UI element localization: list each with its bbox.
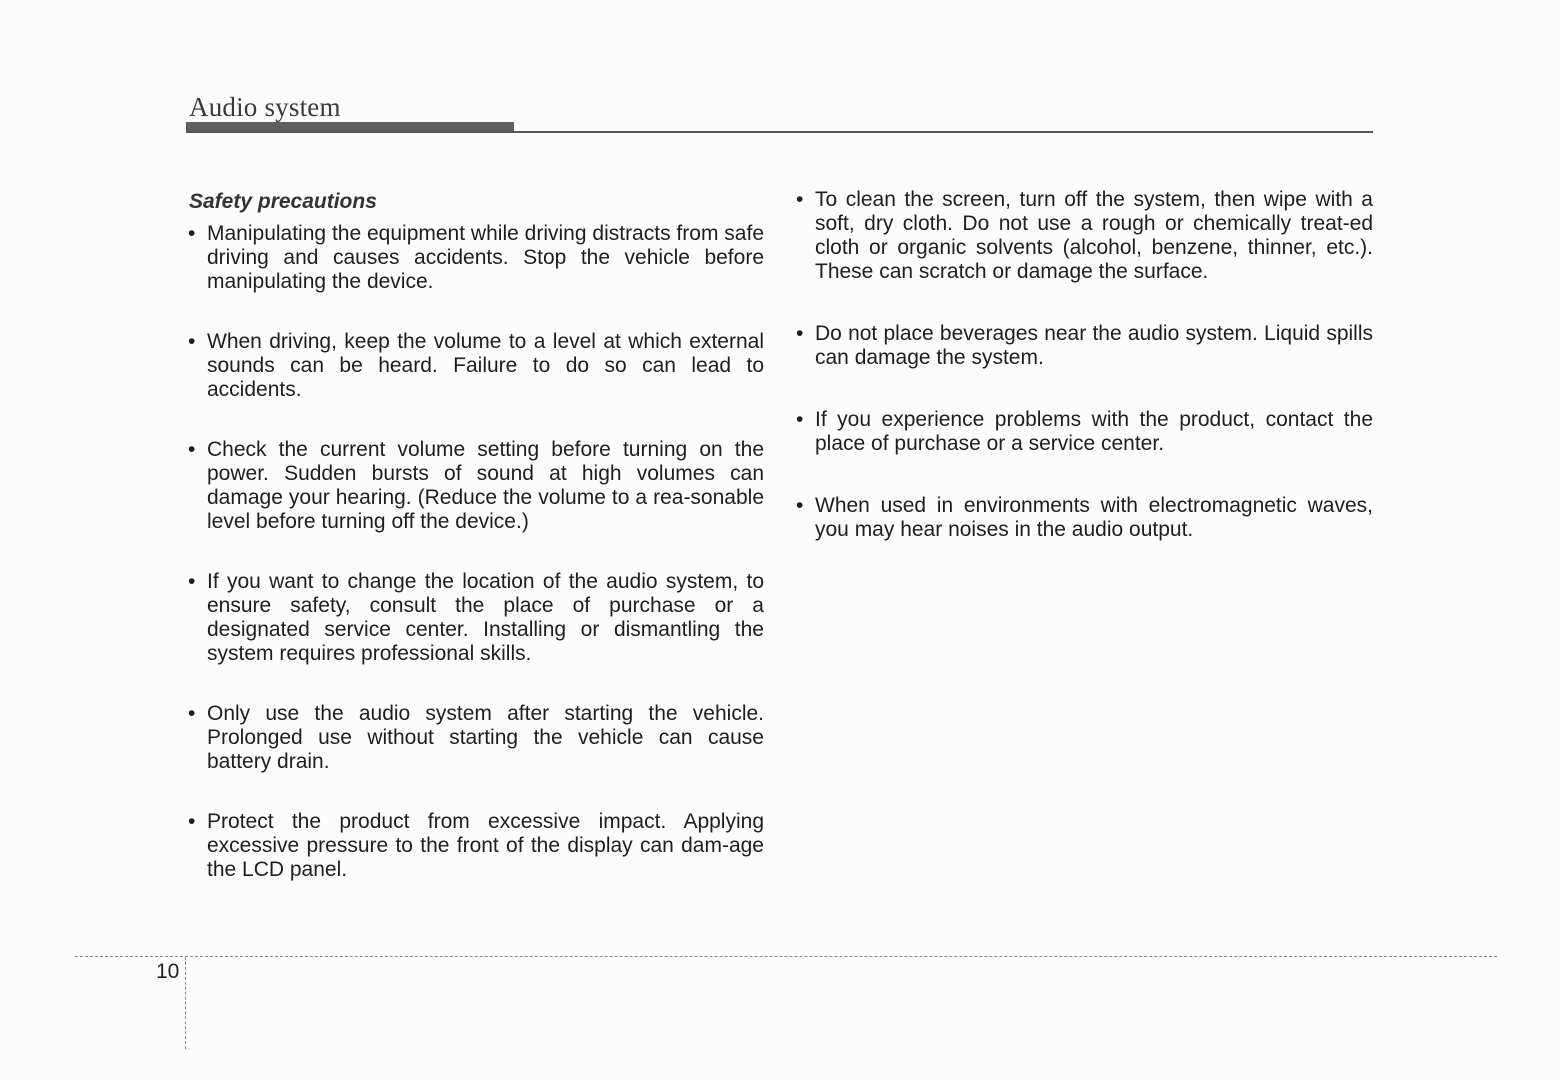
bullet-dot: • [188, 222, 196, 245]
bullet-dot: • [188, 570, 196, 593]
header-rule [186, 131, 1373, 133]
bullet-dot: • [188, 438, 196, 461]
bullet-text: Check the current volume setting before turning on the power. Sudden bursts of sound at high volumes can damage your hearing. (Reduce the volume to a rea-sonable level before turning off the device.) [207, 438, 764, 533]
bullet-dot: • [188, 702, 196, 725]
right-column [796, 188, 1373, 580]
bullet-text: Only use the audio system after starting the vehicle. Prolonged use without starting the vehicle can cause battery drain. [207, 702, 764, 773]
bullet-text: To clean the screen, turn off the system, then wipe with a soft, dry cloth. Do not use a rough or chemically treat-ed cloth or organic solvents (alcohol, benzene, thinner, etc.). These can scratch or damage the surface. [815, 188, 1373, 283]
page-header-title: Audio system [189, 92, 341, 122]
bullet-dot: • [188, 330, 196, 353]
footer-divider [75, 956, 1497, 957]
bullet-dot: • [796, 188, 804, 211]
footer-margin-line [185, 957, 186, 1049]
bullet-dot: • [796, 408, 804, 431]
bullet-text: Protect the product from excessive impact. Applying excessive pressure to the front of the display can dam-age the LCD panel. [207, 810, 764, 881]
bullet-item [796, 188, 1373, 284]
bullet-item [188, 330, 764, 402]
bullet-item [796, 494, 1373, 542]
left-column [188, 188, 764, 918]
bullet-dot: • [796, 322, 804, 345]
section-title: Safety precautions [189, 190, 377, 213]
page-number: 10 [156, 960, 180, 983]
bullet-text: Do not place beverages near the audio system. Liquid spills can damage the system. [815, 322, 1373, 369]
bullet-text: When used in environments with electromagnetic waves, you may hear noises in the audio output. [815, 494, 1373, 541]
bullet-item [188, 570, 764, 666]
bullet-dot: • [188, 810, 196, 833]
bullet-item [796, 322, 1373, 370]
bullet-text: When driving, keep the volume to a level at which external sounds can be heard. Failure to do so can lead to accidents. [207, 330, 764, 401]
bullet-text: Manipulating the equipment while driving distracts from safe driving and causes accidents. Stop the vehicle before manipulating the device. [207, 222, 764, 293]
bullet-text: If you want to change the location of the audio system, to ensure safety, consult the place of purchase or a designated service center. Installing or dismantling the system requires professional skills. [207, 570, 764, 665]
bullet-dot: • [796, 494, 804, 517]
bullet-item [188, 702, 764, 774]
bullet-item [188, 810, 764, 882]
bullet-item [188, 438, 764, 534]
bullet-item [796, 408, 1373, 456]
bullet-item [188, 222, 764, 294]
bullet-text: If you experience problems with the product, contact the place of purchase or a service center. [815, 408, 1373, 455]
